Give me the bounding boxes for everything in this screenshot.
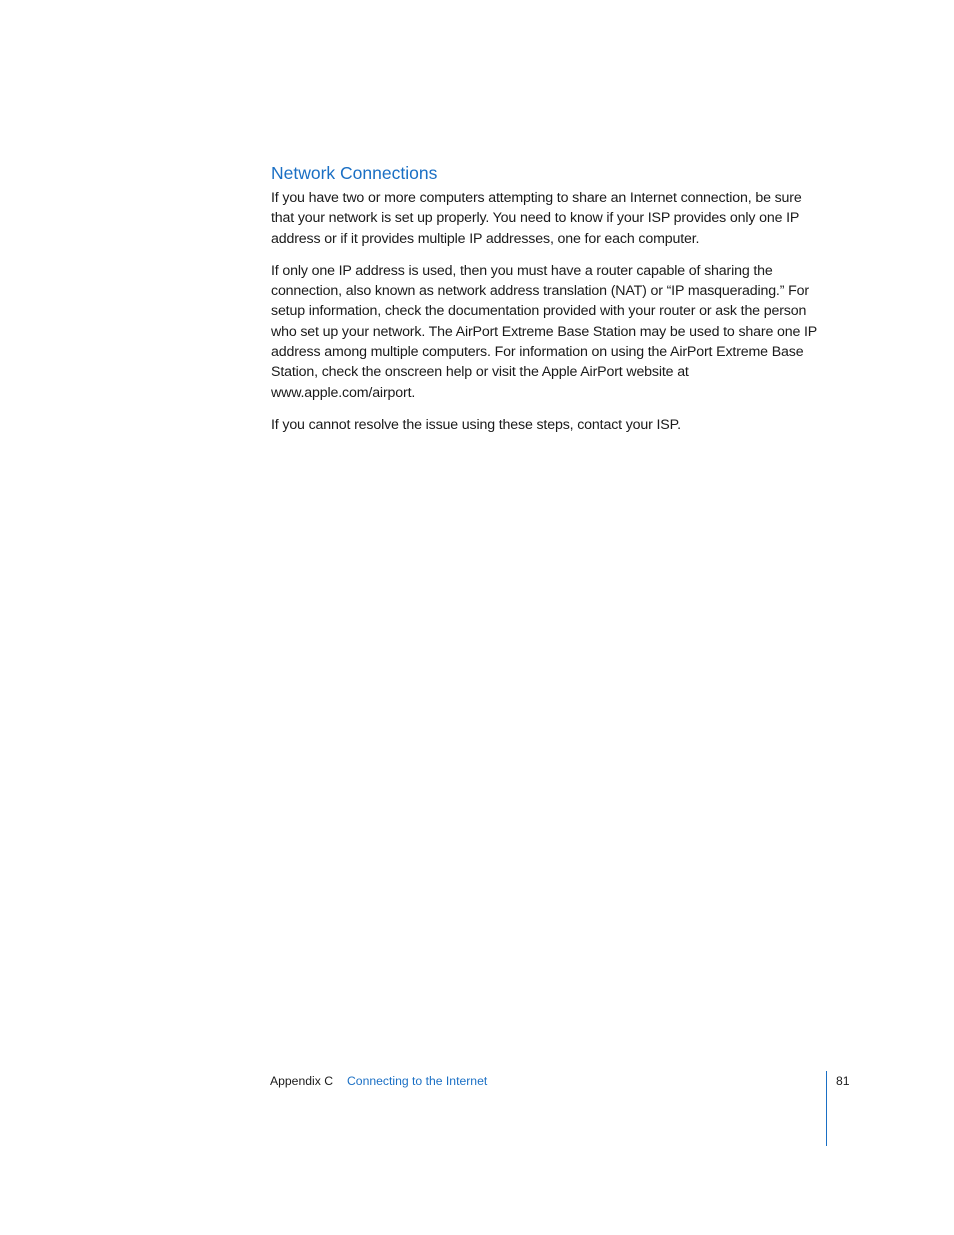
section-heading: Network Connections: [271, 163, 438, 183]
page-number: 81: [836, 1074, 850, 1088]
footer-divider: [826, 1071, 827, 1146]
main-content: [271, 162, 827, 447]
footer-chapter-title: Connecting to the Internet: [347, 1074, 488, 1088]
body-paragraph-3: If you cannot resolve the issue using these steps, contact your ISP.: [271, 416, 681, 433]
footer-chapter-label: Appendix C: [270, 1074, 334, 1088]
page-footer: [270, 1073, 830, 1091]
body-paragraph-2: If only one IP address is used, then you must have a router capable of sharing the connection, also known as network address translation (NAT) or “IP masquerading.” For setup information, check the documentation provided with your router or ask the person who set up your network. The AirPort Extreme Base Station may be used to share one IP address among multiple computers. For information on using the AirPort Extreme Base Station, check the onscreen help or visit the Apple AirPort website at www.apple.com/airport.: [271, 262, 817, 401]
body-paragraph-1: If you have two or more computers attempting to share an Internet connection, be sure that your network is set up properly. You need to know if your ISP provides only one IP address or if it provides multiple IP addresses, one for each computer.: [271, 190, 802, 247]
